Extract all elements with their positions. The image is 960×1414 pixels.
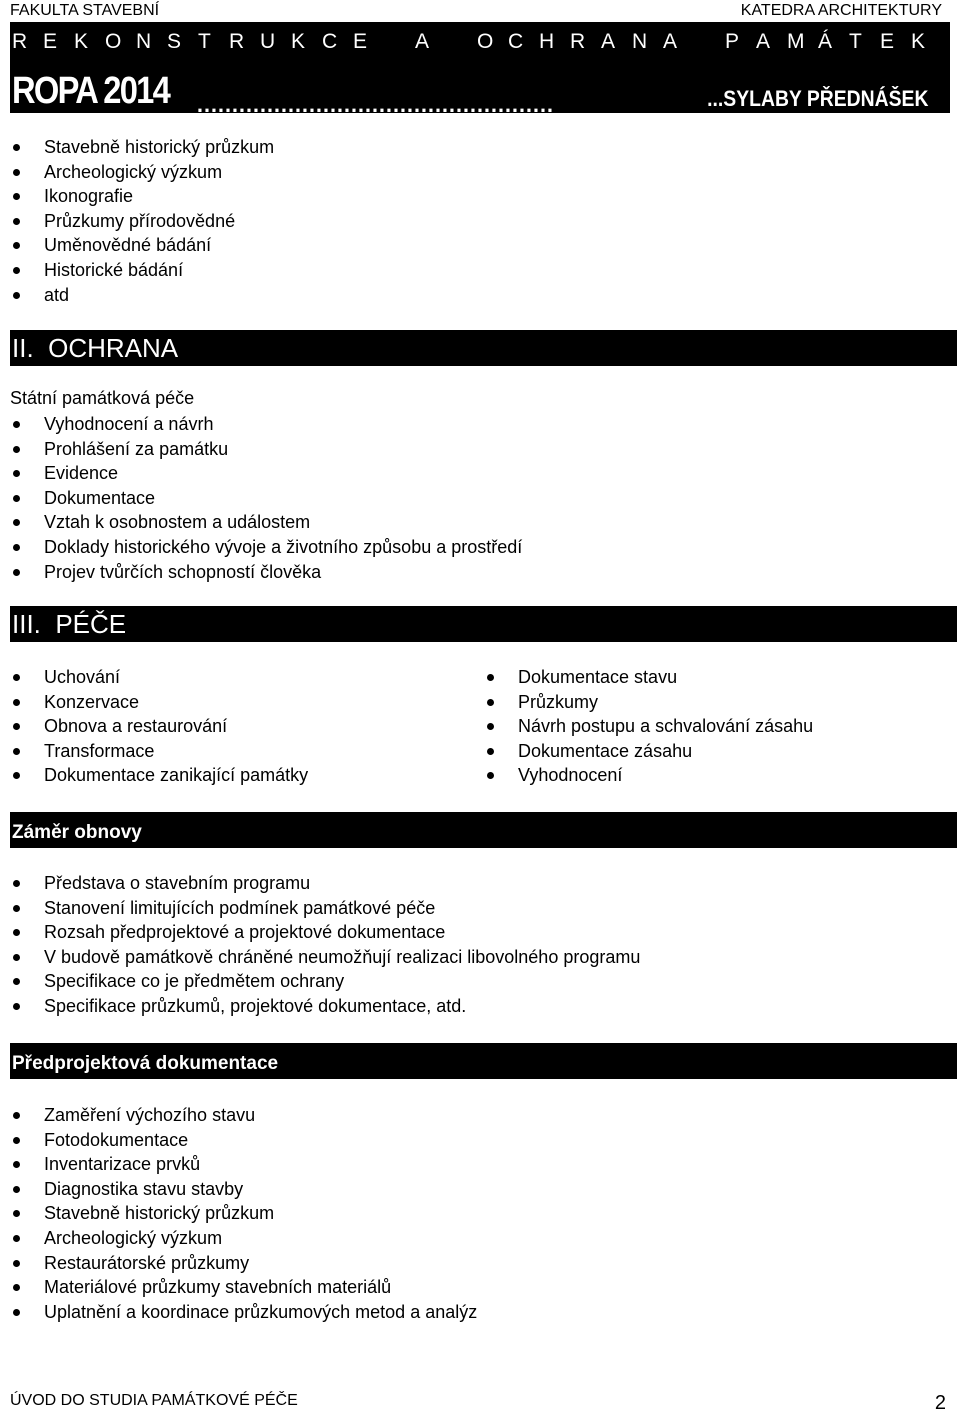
list-item-text: Fotodokumentace	[44, 1129, 189, 1150]
list-item-text: Konzervace	[44, 691, 140, 712]
list-item-text: atd	[44, 284, 70, 305]
list-item	[10, 184, 274, 209]
title-letter: N	[136, 30, 152, 53]
list-item	[10, 896, 640, 921]
protection-list	[10, 412, 522, 584]
title-letter: A	[756, 30, 771, 53]
bullet-icon	[13, 723, 20, 730]
list-item-text: Archeologický výzkum	[44, 1227, 223, 1248]
title-letter: C	[508, 30, 524, 53]
bullet-icon	[13, 748, 20, 755]
page-number: 2	[934, 1392, 946, 1414]
list-item	[10, 1128, 477, 1153]
list-item-text: V budově památkově chráněné neumožňují realizaci libovolného programu	[44, 946, 641, 967]
list-item	[10, 412, 522, 437]
footer-title: ÚVOD DO STUDIA PAMÁTKOVÉ PÉČE	[10, 1392, 298, 1409]
bullet-icon	[487, 772, 494, 779]
list-item	[10, 1201, 477, 1226]
list-item	[10, 739, 308, 764]
list-item-text: Dokumentace zanikající památky	[44, 765, 309, 786]
bullet-icon	[13, 674, 20, 681]
bullet-icon	[13, 495, 20, 502]
title-letter: C	[322, 30, 338, 53]
title-letter: R	[570, 30, 586, 53]
list-item	[484, 763, 813, 788]
list-item	[10, 535, 522, 560]
bullet-icon	[13, 218, 20, 225]
list-item	[484, 665, 813, 690]
list-item	[10, 969, 640, 994]
list-item-text: Restaurátorské průzkumy	[44, 1252, 250, 1273]
zamer-list	[10, 871, 640, 1019]
list-item	[484, 714, 813, 739]
title-letter: Á	[818, 30, 833, 53]
bullet-icon	[13, 292, 20, 299]
title-letter: E	[353, 30, 368, 53]
list-item-text: Obnova a restaurování	[44, 716, 228, 737]
list-item	[10, 1103, 477, 1128]
list-item-text: Vyhodnocení	[518, 765, 623, 786]
bullet-icon	[13, 144, 20, 151]
section-ii-title: II. OCHRANA	[12, 333, 179, 363]
bullet-icon	[13, 1137, 20, 1144]
bullet-icon	[13, 905, 20, 912]
list-item	[10, 1275, 477, 1300]
department-label: KATEDRA ARCHITEKTURY	[740, 2, 942, 19]
title-letter: K	[291, 30, 306, 53]
zamer-title: Záměr obnovy	[12, 822, 142, 843]
list-item	[10, 160, 274, 185]
bullet-icon	[13, 880, 20, 887]
list-item-text: Průzkumy	[518, 691, 599, 712]
faculty-label: FAKULTA STAVEBNÍ	[10, 2, 160, 19]
zamer-heading	[10, 812, 957, 848]
list-item-text: Dokumentace	[44, 487, 156, 508]
list-item-text: Diagnostika stavu stavby	[44, 1178, 244, 1199]
title-letter: A	[415, 30, 430, 53]
bullet-icon	[13, 1309, 20, 1316]
list-item	[10, 560, 522, 585]
list-item-text: Archeologický výzkum	[44, 161, 223, 182]
predprojekt-title: Předprojektová dokumentace	[12, 1053, 279, 1074]
title-letter: E	[43, 30, 58, 53]
section-iii-heading	[10, 606, 957, 642]
list-item-text: Ikonografie	[44, 186, 134, 207]
title-letter: K	[74, 30, 89, 53]
title-letter: S	[167, 30, 182, 53]
dot-leader: ……………………………………………	[196, 92, 553, 117]
list-item-text: Zaměření výchozího stavu	[44, 1105, 256, 1125]
bullet-icon	[13, 1210, 20, 1217]
list-item-text: Specifikace co je předmětem ochrany	[44, 971, 345, 992]
bullet-icon	[13, 978, 20, 985]
care-list-left	[10, 665, 308, 788]
list-item-text: Uplatnění a koordinace průzkumových metod a analýz	[44, 1301, 478, 1322]
list-item	[484, 739, 813, 764]
list-item-text: Návrh postupu a schvalování zásahu	[518, 716, 814, 737]
bullet-icon	[13, 699, 20, 706]
list-item-text: Průzkumy přírodovědné	[44, 210, 236, 231]
list-item-text: Stanovení limitujících podmínek památkové péče	[44, 897, 436, 918]
list-item	[10, 871, 640, 896]
title-letter: O	[477, 30, 494, 53]
list-item-text: Doklady historického vývoje a životního způsobu a prostředí	[44, 536, 523, 557]
bullet-icon	[13, 519, 20, 526]
list-item	[10, 1226, 477, 1251]
syllabus-label: ...SYLABY PŘEDNÁŠEK	[706, 86, 928, 111]
bullet-icon	[13, 421, 20, 428]
list-item	[10, 437, 522, 462]
bullet-icon	[13, 1112, 20, 1119]
list-item	[10, 1177, 477, 1202]
predprojekt-list	[10, 1103, 477, 1324]
bullet-icon	[13, 1161, 20, 1168]
list-item	[10, 994, 640, 1019]
list-item	[10, 763, 308, 788]
list-item-text: Materiálové průzkumy stavebních materiálů	[44, 1277, 392, 1298]
list-item	[10, 461, 522, 486]
bullet-icon	[13, 954, 20, 961]
list-item	[10, 135, 274, 160]
bullet-icon	[13, 1260, 20, 1267]
title-letter: H	[539, 30, 555, 53]
list-item-text: Stavebně historický průzkum	[44, 137, 275, 157]
list-item-text: Prohlášení za památku	[44, 438, 229, 459]
list-item	[10, 920, 640, 945]
bullet-icon	[13, 193, 20, 200]
list-item-text: Rozsah předprojektové a projektové dokumentace	[44, 922, 446, 943]
list-item-text: Specifikace průzkumů, projektové dokumentace, atd.	[44, 995, 467, 1016]
list-item-text: Představa o stavebním programu	[44, 873, 311, 893]
list-item-text: Projev tvůrčích schopností člověka	[44, 561, 322, 582]
title-band	[10, 22, 950, 117]
bullet-icon	[13, 569, 20, 576]
list-item-text: Transformace	[44, 740, 155, 761]
list-item	[10, 714, 308, 739]
section-iii-title: III. PÉČE	[12, 609, 127, 639]
bullet-icon	[13, 169, 20, 176]
list-item	[10, 233, 274, 258]
bullet-icon	[13, 267, 20, 274]
title-letter: M	[787, 30, 805, 53]
list-item-text: Dokumentace stavu	[518, 667, 678, 687]
page-header	[10, 2, 942, 22]
list-item	[10, 665, 308, 690]
bullet-icon	[487, 748, 494, 755]
section-ii-heading	[10, 330, 957, 366]
title-letter: O	[105, 30, 122, 53]
list-item-text: Historické bádání	[44, 259, 184, 280]
bullet-icon	[13, 544, 20, 551]
list-item	[10, 1300, 477, 1325]
list-item-text: Uchování	[44, 667, 121, 687]
title-letter: K	[911, 30, 926, 53]
bullet-icon	[13, 1003, 20, 1010]
predprojekt-heading	[10, 1043, 957, 1079]
list-item-text: Uměnovědné bádání	[44, 235, 212, 256]
list-item-text: Inventarizace prvků	[44, 1154, 201, 1175]
title-letter: R	[229, 30, 245, 53]
bullet-icon	[13, 242, 20, 249]
bullet-icon	[487, 674, 494, 681]
list-item	[10, 283, 274, 308]
list-item	[10, 1152, 477, 1177]
title-letter: A	[601, 30, 616, 53]
course-code: ROPA 2014	[12, 70, 170, 112]
bullet-icon	[13, 772, 20, 779]
list-item-text: Evidence	[44, 463, 119, 484]
care-list-right	[484, 665, 813, 788]
research-list	[10, 135, 274, 307]
bullet-icon	[487, 723, 494, 730]
list-item-text: Dokumentace zásahu	[518, 740, 693, 761]
list-item-text: Vztah k osobnostem a událostem	[44, 512, 311, 533]
title-letter: U	[260, 30, 276, 53]
list-item	[10, 690, 308, 715]
list-item	[10, 945, 640, 970]
bullet-icon	[13, 1284, 20, 1291]
bullet-icon	[13, 1186, 20, 1193]
bullet-icon	[13, 1235, 20, 1242]
list-item-text: Vyhodnocení a návrh	[44, 414, 214, 434]
title-letter: A	[663, 30, 678, 53]
bullet-icon	[13, 446, 20, 453]
bullet-icon	[13, 470, 20, 477]
title-letter: E	[880, 30, 895, 53]
list-item-text: Stavebně historický průzkum	[44, 1203, 275, 1224]
list-item	[10, 209, 274, 234]
list-item	[10, 510, 522, 535]
list-item	[10, 486, 522, 511]
title-letter: T	[198, 30, 211, 53]
title-letter: P	[725, 30, 740, 53]
title-letter: T	[849, 30, 862, 53]
section-ii-intro: Státní památková péče	[10, 388, 195, 408]
list-item	[10, 258, 274, 283]
title-letter: R	[12, 30, 28, 53]
list-item	[484, 690, 813, 715]
bullet-icon	[13, 929, 20, 936]
title-letter: N	[632, 30, 648, 53]
bullet-icon	[487, 699, 494, 706]
list-item	[10, 1251, 477, 1276]
